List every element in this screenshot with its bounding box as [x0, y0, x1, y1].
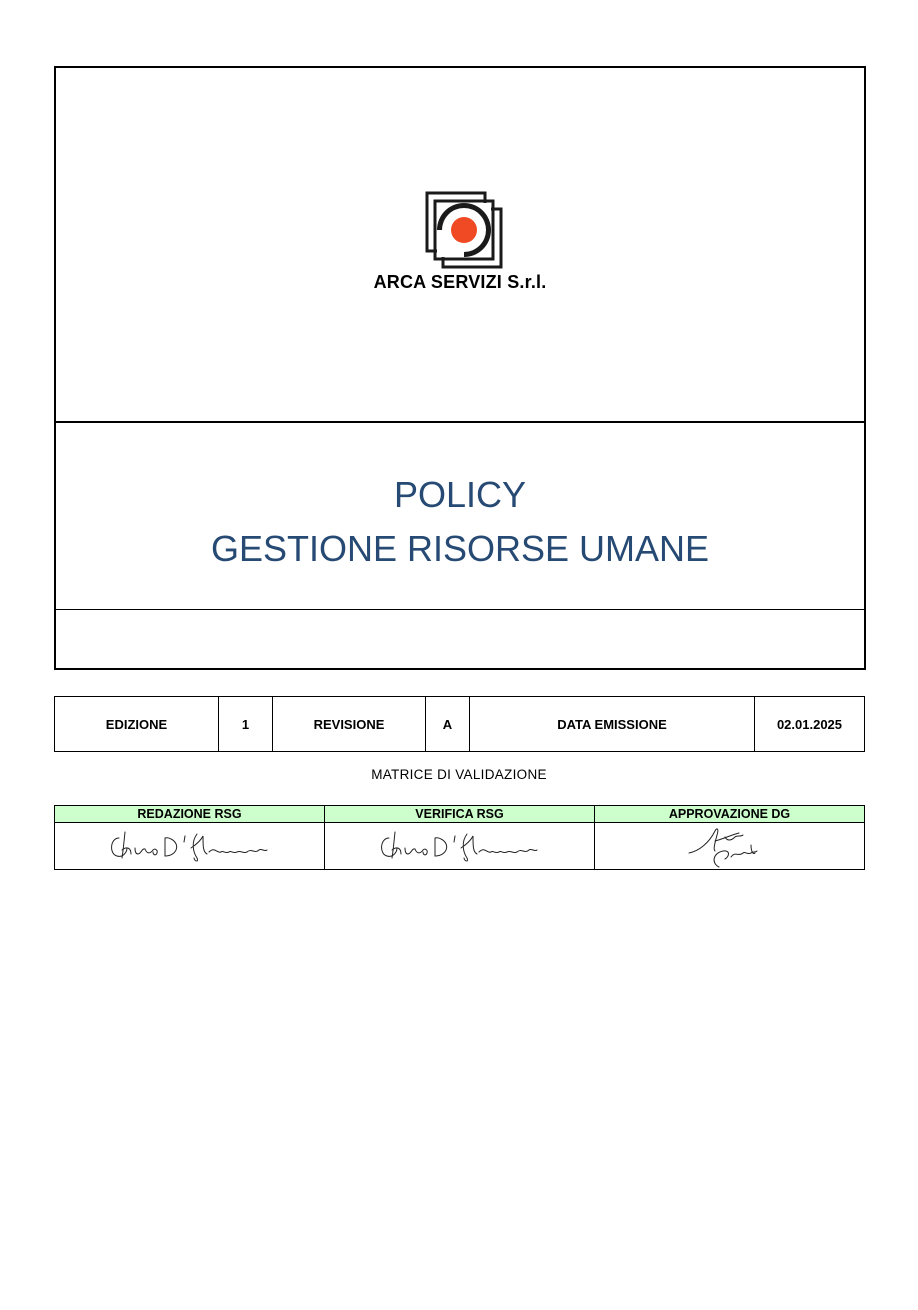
cover-box — [54, 66, 866, 670]
validation-matrix-title: MATRICE DI VALIDAZIONE — [371, 767, 547, 782]
header-approvazione: APPROVAZIONE DG — [595, 806, 865, 823]
logo-section — [56, 68, 864, 423]
handwritten-signature-icon — [105, 828, 275, 864]
edition-label: EDIZIONE — [55, 697, 219, 752]
document-subtitle: GESTIONE RISORSE UMANE — [210, 528, 710, 569]
issue-date-value: 02.01.2025 — [755, 697, 865, 752]
signature-approvazione — [595, 823, 865, 870]
document-title: POLICY — [393, 474, 527, 515]
handwritten-signature-icon — [375, 828, 545, 864]
revision-value: A — [426, 697, 470, 752]
edition-value: 1 — [219, 697, 273, 752]
edition-table — [54, 696, 865, 752]
validation-header-row — [55, 806, 865, 823]
header-verifica: VERIFICA RSG — [325, 806, 595, 823]
signature-redazione — [55, 823, 325, 870]
issue-date-label: DATA EMISSIONE — [470, 697, 755, 752]
header-redazione: REDAZIONE RSG — [55, 806, 325, 823]
title-section — [56, 423, 864, 610]
validation-matrix-table — [54, 805, 865, 870]
validation-signature-row — [55, 823, 865, 870]
revision-label: REVISIONE — [273, 697, 426, 752]
signature-verifica — [325, 823, 595, 870]
company-logo-icon — [424, 190, 504, 276]
edition-row — [55, 697, 865, 752]
company-name: ARCA SERVIZI S.r.l. — [373, 272, 547, 292]
handwritten-signature-icon — [685, 823, 775, 869]
